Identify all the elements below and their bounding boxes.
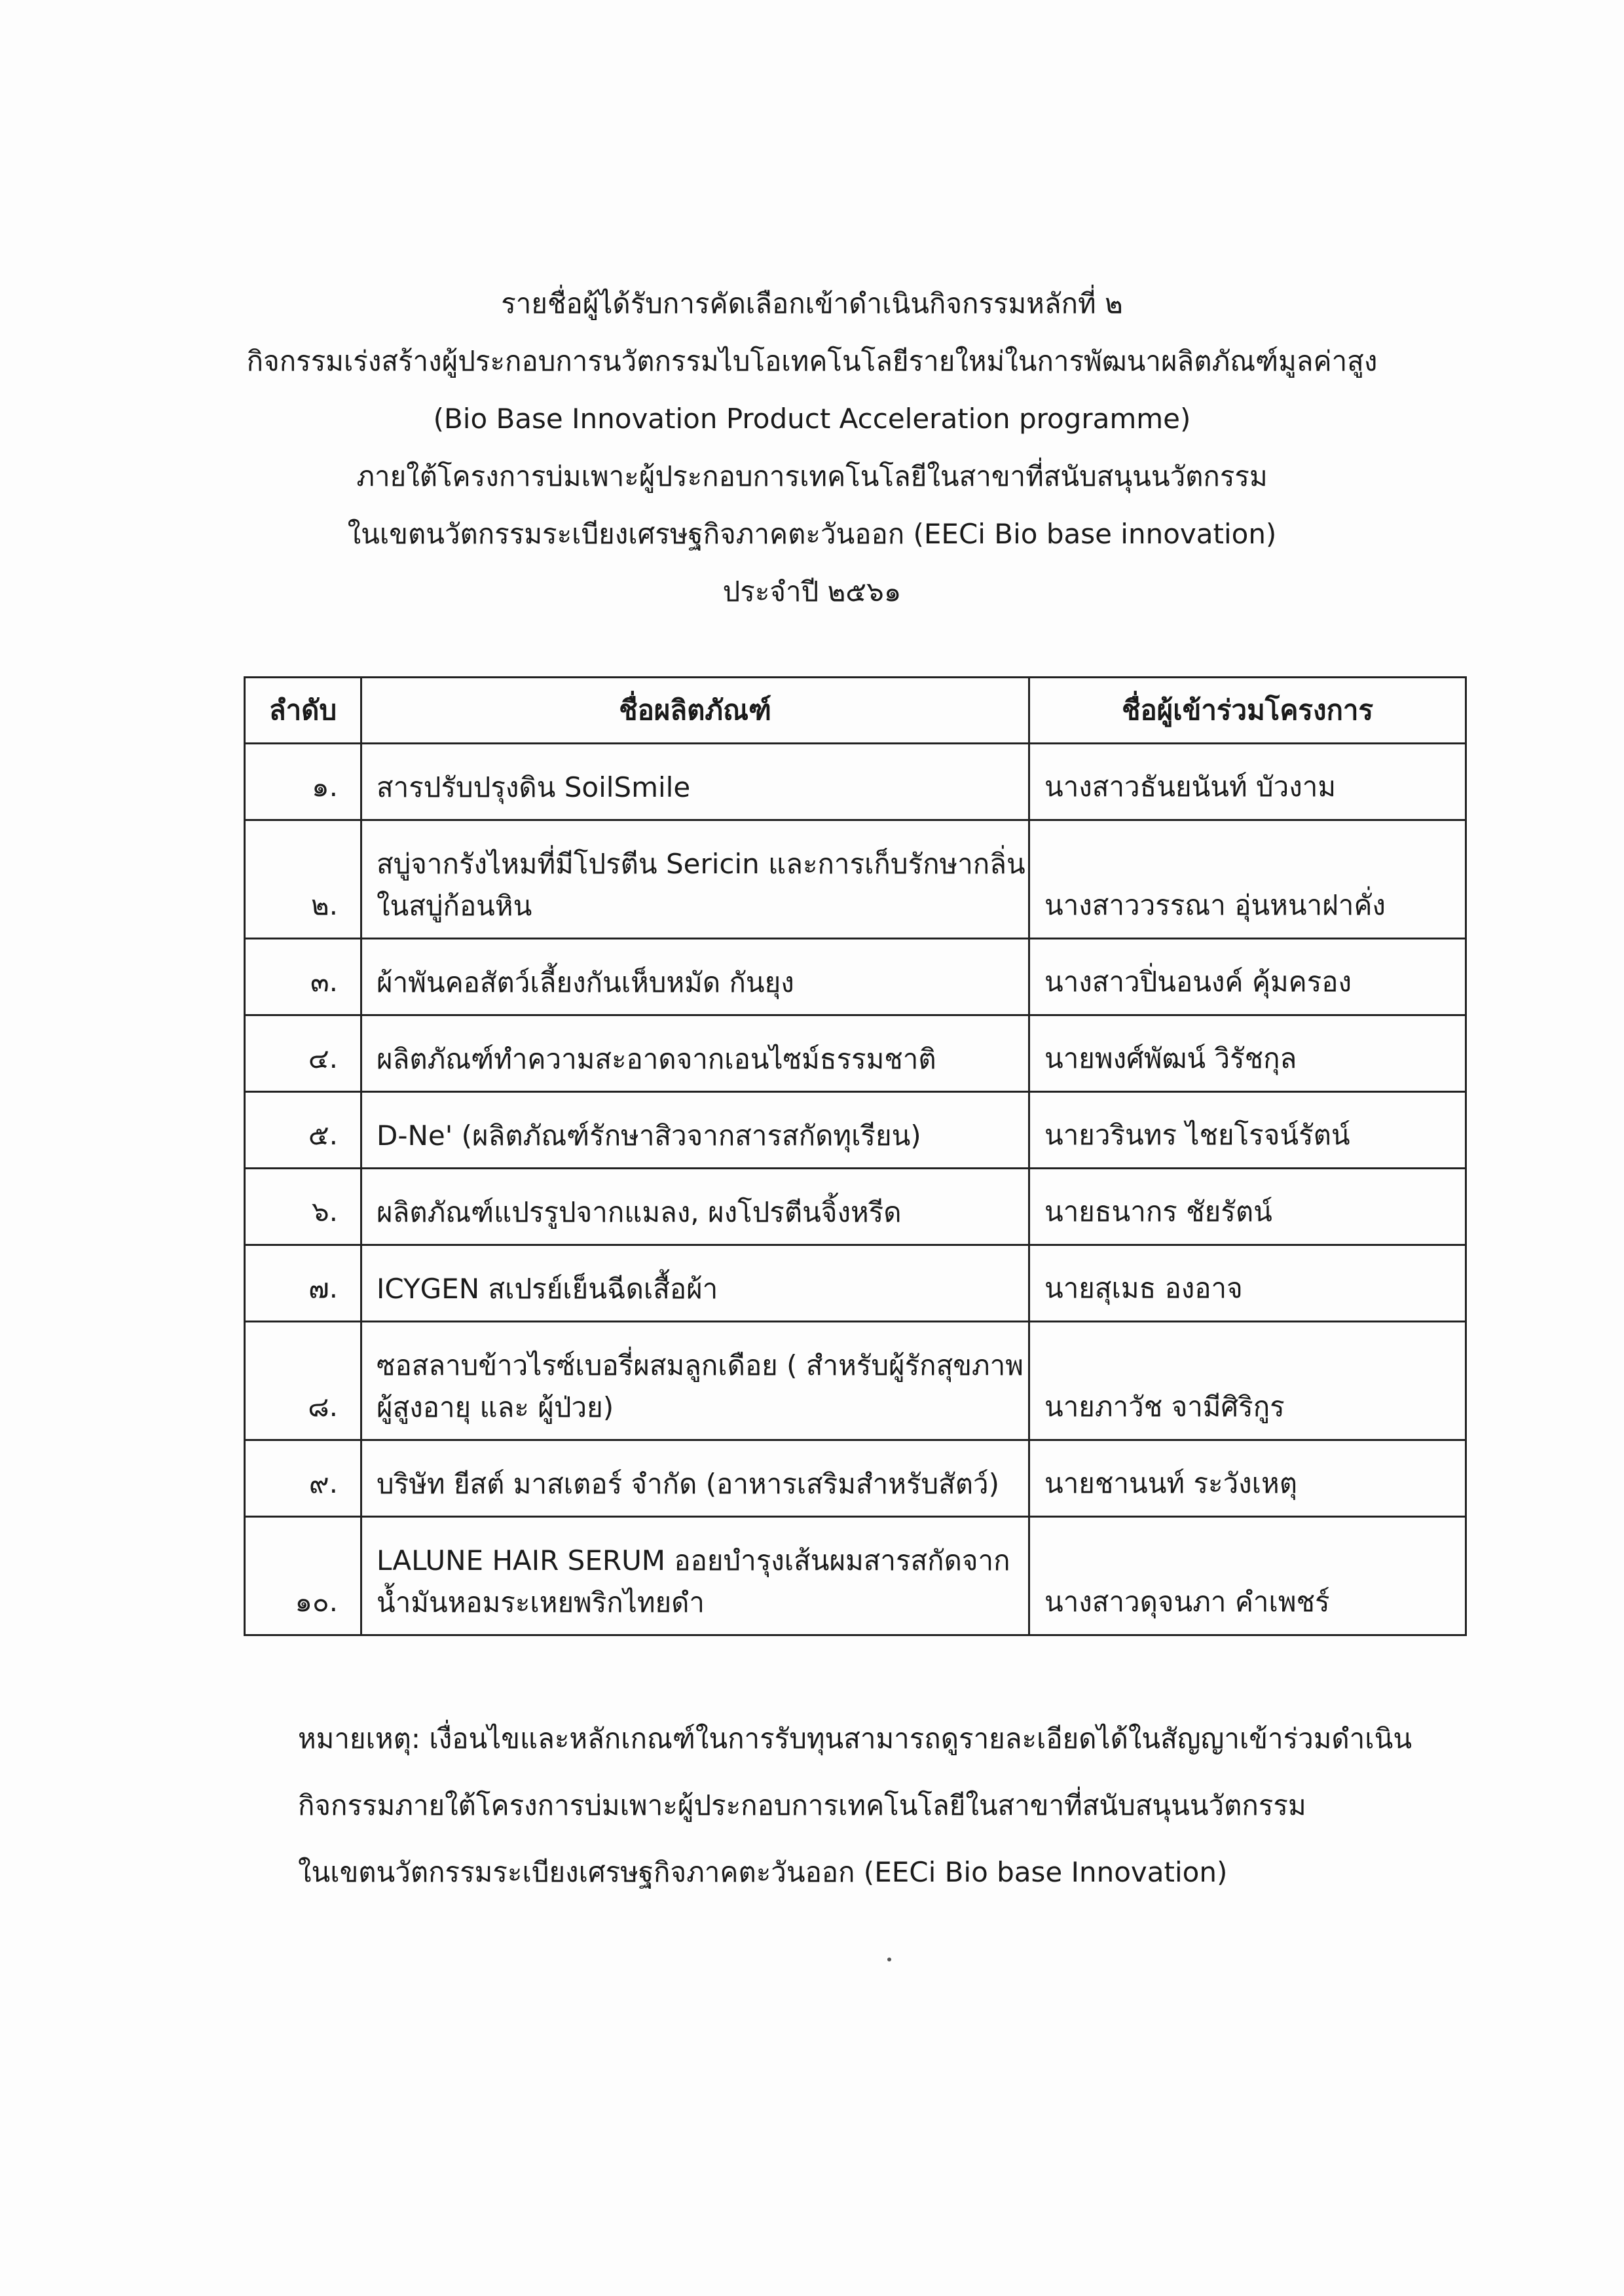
participant-name: นายสุเมธ องอาจ	[1029, 1245, 1466, 1322]
participant-name: นายธนากร ชัยรัตน์	[1029, 1169, 1466, 1245]
product-cell	[361, 1245, 1029, 1322]
row-number: ๕.	[245, 1092, 361, 1169]
product-name: สารปรับปรุงดิน SoilSmile	[377, 771, 691, 803]
participant-name: นางสาวปิ่นอนงค์ คุ้มครอง	[1029, 939, 1466, 1015]
row-number: ๔.	[245, 1015, 361, 1092]
participant-name: นายวรินทร ไชยโรจน์รัตน์	[1029, 1092, 1466, 1169]
table-row	[245, 939, 1466, 1015]
remark-line-3: ในเขตนวัตกรรมระเบียงเศรษฐกิจภาคตะวันออก (EECi Bio base Innovation)	[298, 1856, 1228, 1888]
product-cell	[361, 1169, 1029, 1245]
table-row	[245, 1440, 1466, 1517]
heading-year: ประจำปี ๒๕๖๑	[722, 575, 902, 608]
column-header-participant: ชื่อผู้เข้าร่วมโครงการ	[1029, 678, 1466, 744]
row-number: ๓.	[245, 939, 361, 1015]
row-number: ๙.	[245, 1440, 361, 1517]
row-number: ๗.	[245, 1245, 361, 1322]
row-number: ๑๐.	[245, 1517, 361, 1635]
product-name-line-1: สบู่จากรังไหมที่มีโปรตีน Sericin และการเก็บรักษากลิ่น	[377, 848, 1025, 880]
table-header-row	[245, 678, 1466, 744]
heading-activity: กิจกรรมเร่งสร้างผู้ประกอบการนวัตกรรมไบโอเทคโนโลยีรายใหม่ในการพัฒนาผลิตภัณฑ์มูลค่าสูง	[246, 345, 1378, 377]
heading-title: รายชื่อผู้ได้รับการคัดเลือกเข้าดำเนินกิจกรรมหลักที่ ๒	[501, 287, 1123, 319]
row-number: ๖.	[245, 1169, 361, 1245]
row-number: ๒.	[245, 820, 361, 939]
product-cell	[361, 744, 1029, 820]
remark-line-2: กิจกรรมภายใต้โครงการบ่มเพาะผู้ประกอบการเทคโนโลยีในสาขาที่สนับสนุนนวัตกรรม	[298, 1789, 1306, 1821]
product-cell	[361, 1015, 1029, 1092]
product-cell	[361, 820, 1029, 939]
row-number: ๘.	[245, 1322, 361, 1440]
product-name-line-1: ซอสลาบข้าวไรซ์เบอรี่ผสมลูกเดือย ( สำหรับผู้รักสุขภาพ	[377, 1349, 1024, 1381]
table-row	[245, 1092, 1466, 1169]
participant-name: นายภาวัช จามีศิริกูร	[1029, 1322, 1466, 1440]
product-name: ICYGEN สเปรย์เย็นฉีดเสื้อผ้า	[377, 1273, 718, 1305]
table-row	[245, 744, 1466, 820]
product-cell	[361, 1440, 1029, 1517]
product-name: ผลิตภัณฑ์ทำความสะอาดจากเอนไซม์ธรรมชาติ	[377, 1043, 936, 1075]
row-number: ๑.	[245, 744, 361, 820]
table-row	[245, 1322, 1466, 1440]
table-row	[245, 820, 1466, 939]
product-name-line-2: น้ำมันหอมระเหยพริกไทยดำ	[377, 1586, 705, 1618]
participants-table	[244, 676, 1467, 1636]
remark-line-1: หมายเหตุ: เงื่อนไขและหลักเกณฑ์ในการรับทุนสามารถดูรายละเอียดได้ในสัญญาเข้าร่วมดำเนิน	[298, 1722, 1412, 1755]
remark-note	[298, 1705, 1477, 1906]
participant-name: นางสาววรรณา อุ่นหนาฝาคั่ง	[1029, 820, 1466, 939]
product-name: บริษัท ยีสต์ มาสเตอร์ จำกัด (อาหารเสริมสำหรับสัตว์)	[377, 1468, 999, 1500]
participant-name: นางสาวดุจนภา คำเพชร์	[1029, 1517, 1466, 1635]
heading-programme-name: (Bio Base Innovation Product Acceleration programme)	[433, 403, 1191, 435]
participant-name: นางสาวธันยนันท์ บัวงาม	[1029, 744, 1466, 820]
heading-zone: ในเขตนวัตกรรมระเบียงเศรษฐกิจภาคตะวันออก (EECi Bio base innovation)	[347, 518, 1277, 550]
product-cell	[361, 1092, 1029, 1169]
column-header-no: ลำดับ	[245, 678, 361, 744]
product-name-line-2: ผู้สูงอายุ และ ผู้ป่วย)	[377, 1391, 614, 1423]
table-row	[245, 1169, 1466, 1245]
table-row	[245, 1015, 1466, 1092]
participant-name: นายพงศ์พัฒน์ วิรัชกุล	[1029, 1015, 1466, 1092]
product-name: ผ้าพันคอสัตว์เลี้ยงกันเห็บหมัด กันยุง	[377, 966, 794, 998]
participant-name: นายชานนท์ ระวังเหตุ	[1029, 1440, 1466, 1517]
product-name-line-2: ในสบู่ก้อนหิน	[377, 890, 532, 922]
product-name: D-Ne' (ผลิตภัณฑ์รักษาสิวจากสารสกัดทุเรียน)	[377, 1120, 921, 1152]
heading-project: ภายใต้โครงการบ่มเพาะผู้ประกอบการเทคโนโลยีในสาขาที่สนับสนุนนวัตกรรม	[356, 460, 1268, 492]
table-row	[245, 1517, 1466, 1635]
product-cell	[361, 1322, 1029, 1440]
product-name-line-1: LALUNE HAIR SERUM ออยบำรุงเส้นผมสารสกัดจาก	[377, 1544, 1010, 1576]
scan-speck	[887, 1958, 891, 1961]
table-row	[245, 1245, 1466, 1322]
column-header-product: ชื่อผลิตภัณฑ์	[361, 678, 1029, 744]
product-cell	[361, 939, 1029, 1015]
product-name: ผลิตภัณฑ์แปรรูปจากแมลง, ผงโปรตีนจิ้งหรีด	[377, 1196, 902, 1228]
product-cell	[361, 1517, 1029, 1635]
document-heading	[196, 275, 1428, 621]
